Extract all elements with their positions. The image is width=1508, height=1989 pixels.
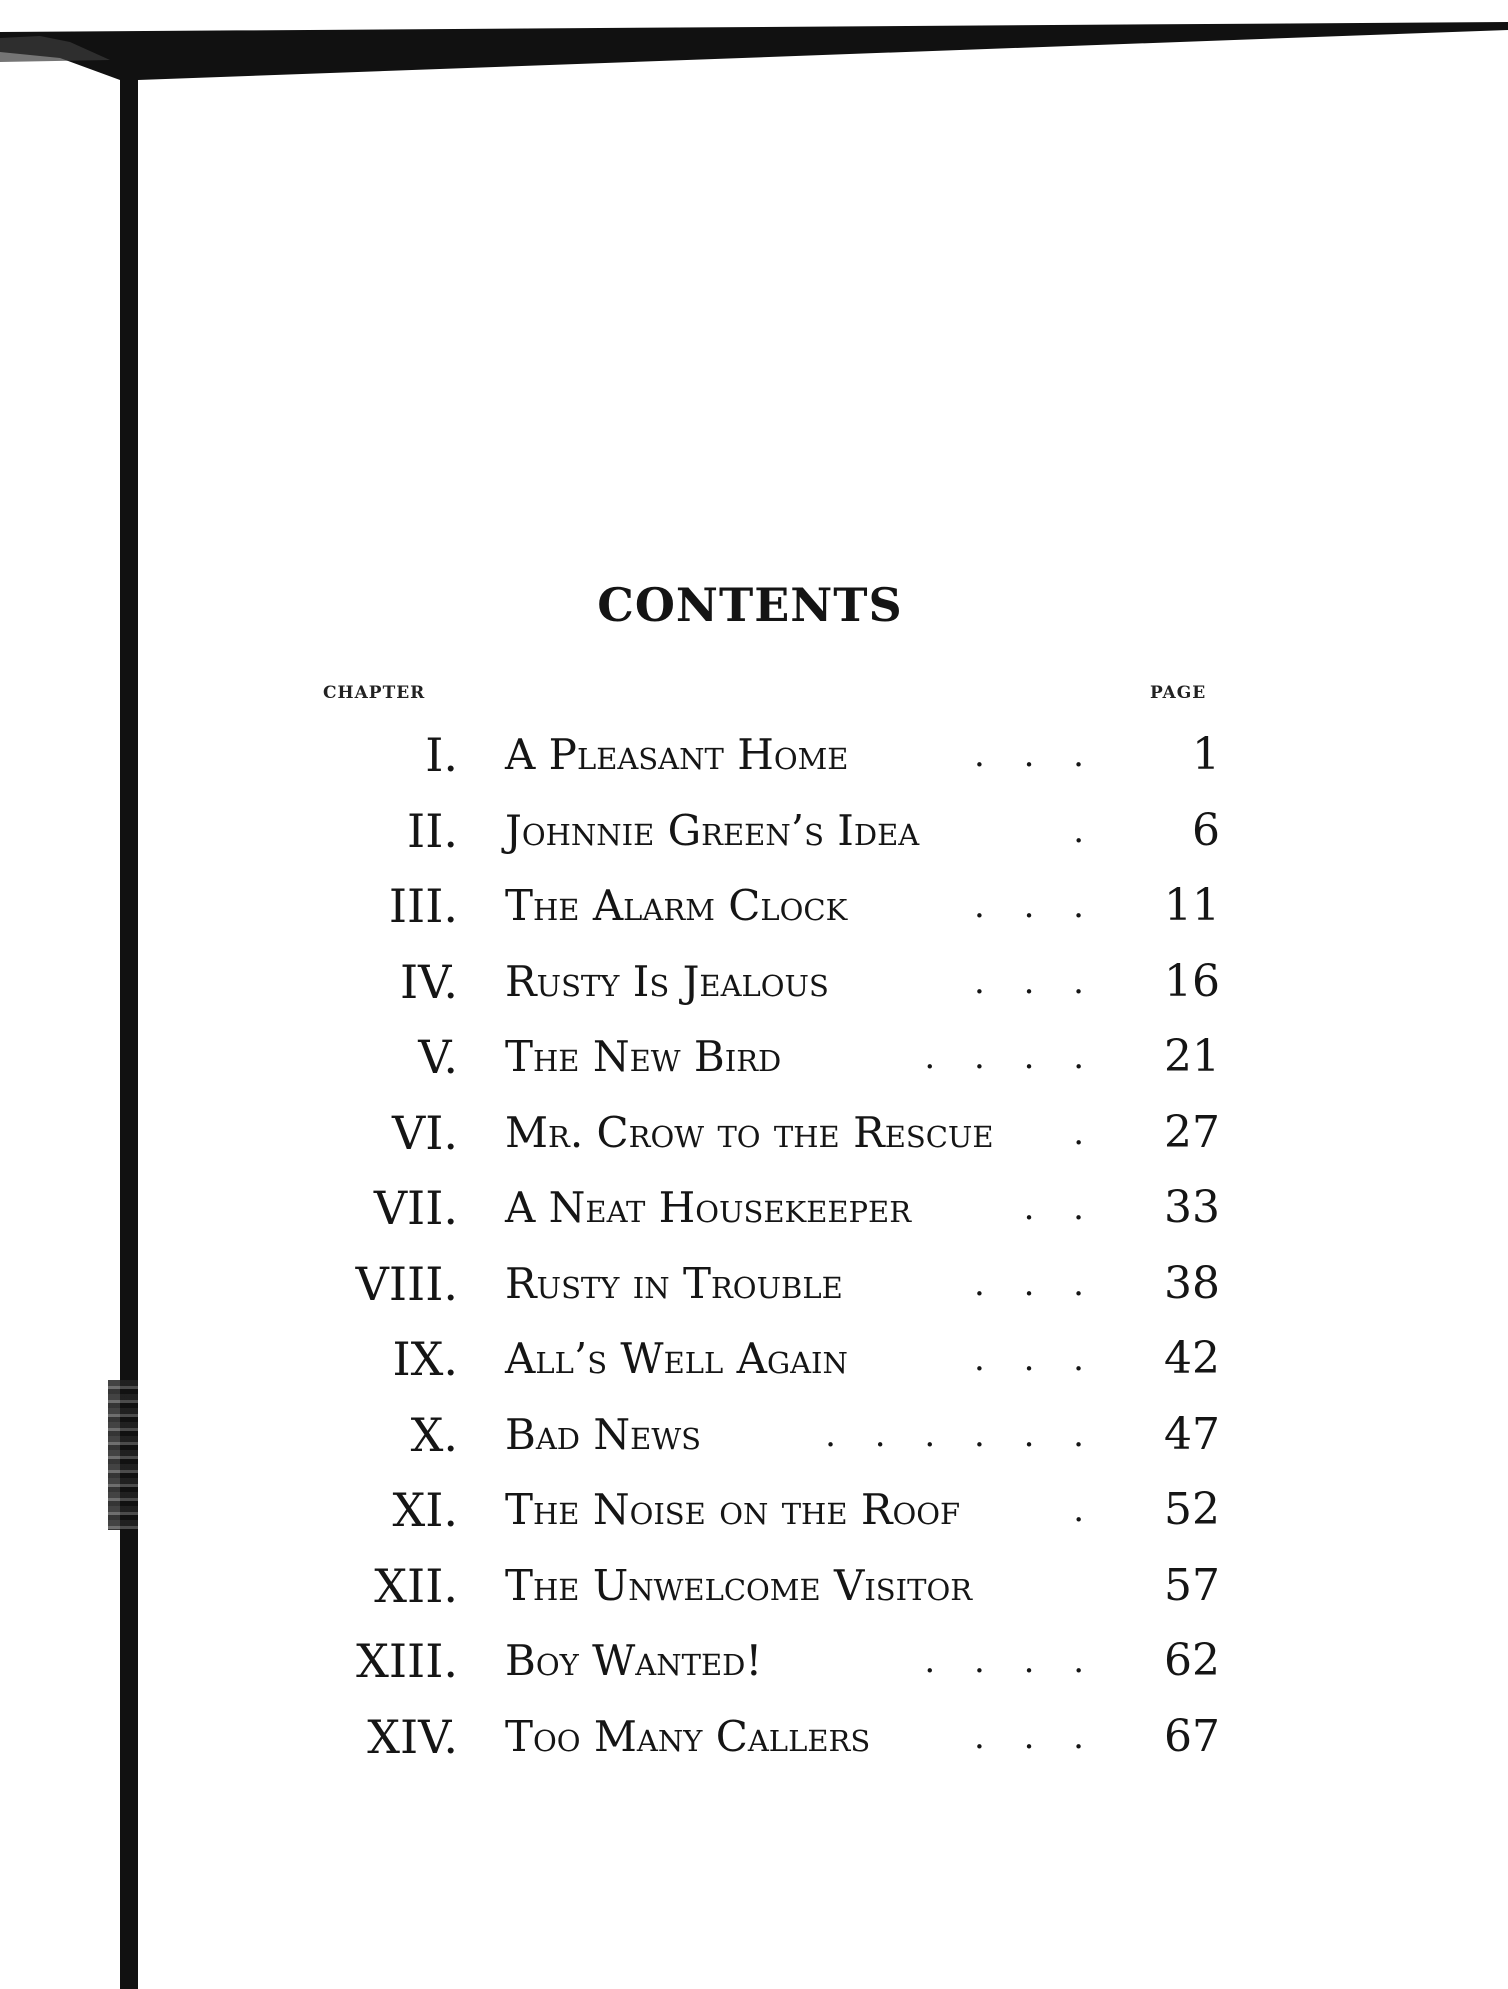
chapter-numeral: V. (418, 1030, 458, 1084)
chapter-title: Too Many Callers (505, 1711, 871, 1761)
dot-leader: . . . . . . (825, 1414, 1098, 1455)
chapter-numeral: I. (425, 728, 458, 782)
page-number: 67 (1164, 1710, 1220, 1762)
page-number: 52 (1164, 1484, 1220, 1535)
chapter-numeral: VII. (373, 1181, 458, 1235)
toc-entry (0, 727, 1508, 802)
toc-entry (0, 1558, 1508, 1633)
chapter-numeral: IX. (392, 1332, 458, 1386)
toc-entry (0, 1180, 1508, 1255)
binding-shadow-top (0, 18, 1508, 88)
dot-leader: . . . (973, 886, 1098, 926)
page-number: 62 (1164, 1635, 1220, 1686)
page-number: 57 (1164, 1559, 1220, 1611)
toc-entry (0, 1105, 1508, 1180)
dot-leader: . . . (973, 1716, 1098, 1757)
dot-leader: . . . (973, 735, 1098, 775)
toc-entry (0, 1633, 1508, 1708)
toc-entry (0, 878, 1508, 953)
dot-leader: . . . . (924, 1037, 1098, 1077)
chapter-title: The Alarm Clock (505, 881, 848, 930)
dot-leader: . (1073, 810, 1098, 851)
chapter-title: The Unwelcome Visitor (505, 1560, 973, 1610)
chapter-column-label: CHAPTER (323, 683, 426, 703)
page-number: 16 (1164, 955, 1220, 1007)
page-number: 6 (1192, 804, 1220, 856)
chapter-numeral: XIV. (367, 1709, 458, 1764)
contents-heading: CONTENTS (597, 578, 903, 632)
page-number: 42 (1164, 1333, 1220, 1384)
page-number: 47 (1164, 1408, 1220, 1460)
page-column-label: PAGE (1150, 683, 1207, 703)
chapter-title: Bad News (505, 1409, 702, 1459)
chapter-title: Johnnie Green’s Idea (505, 805, 920, 855)
chapter-title: A Neat Housekeeper (505, 1183, 912, 1232)
chapter-numeral: VIII. (355, 1256, 458, 1311)
dot-leader: . . . . (924, 1641, 1098, 1681)
chapter-numeral: III. (388, 879, 458, 933)
chapter-numeral: XI. (392, 1483, 458, 1537)
toc-entry (0, 1331, 1508, 1406)
chapter-title: Rusty Is Jealous (505, 956, 829, 1006)
toc-entry (0, 803, 1508, 878)
dot-leader: . . (1023, 1188, 1098, 1228)
toc-entry (0, 1029, 1508, 1104)
page-number: 38 (1164, 1257, 1220, 1309)
toc-entry (0, 1482, 1508, 1557)
dot-leader: . . . (973, 1339, 1098, 1379)
chapter-numeral: XIII. (356, 1634, 458, 1688)
page-number: 33 (1164, 1182, 1220, 1233)
chapter-title: Boy Wanted! (505, 1636, 763, 1685)
chapter-title: The Noise on the Roof (505, 1485, 961, 1534)
page-number: 21 (1164, 1031, 1220, 1082)
chapter-title: Mr. Crow to the Rescue (505, 1107, 994, 1157)
toc-entry (0, 1709, 1508, 1784)
page-number: 1 (1192, 729, 1220, 780)
chapter-title: All’s Well Again (505, 1334, 848, 1383)
toc-entry (0, 1407, 1508, 1482)
chapter-numeral: IV. (400, 954, 458, 1009)
toc-entry (0, 954, 1508, 1029)
chapter-numeral: XII. (374, 1558, 458, 1613)
page-number: 27 (1164, 1106, 1220, 1158)
chapter-numeral: X. (410, 1407, 458, 1462)
dot-leader: . . . (973, 961, 1098, 1002)
chapter-numeral: II. (407, 803, 458, 858)
toc-entry (0, 1256, 1508, 1331)
dot-leader: . (1073, 1112, 1098, 1153)
dot-leader: . . . (973, 1263, 1098, 1304)
page-number: 11 (1164, 880, 1220, 931)
dot-leader: . (1073, 1490, 1098, 1530)
chapter-title: Rusty in Trouble (505, 1258, 843, 1308)
chapter-title: A Pleasant Home (505, 730, 849, 779)
chapter-numeral: VI. (391, 1105, 458, 1160)
chapter-title: The New Bird (505, 1032, 782, 1081)
